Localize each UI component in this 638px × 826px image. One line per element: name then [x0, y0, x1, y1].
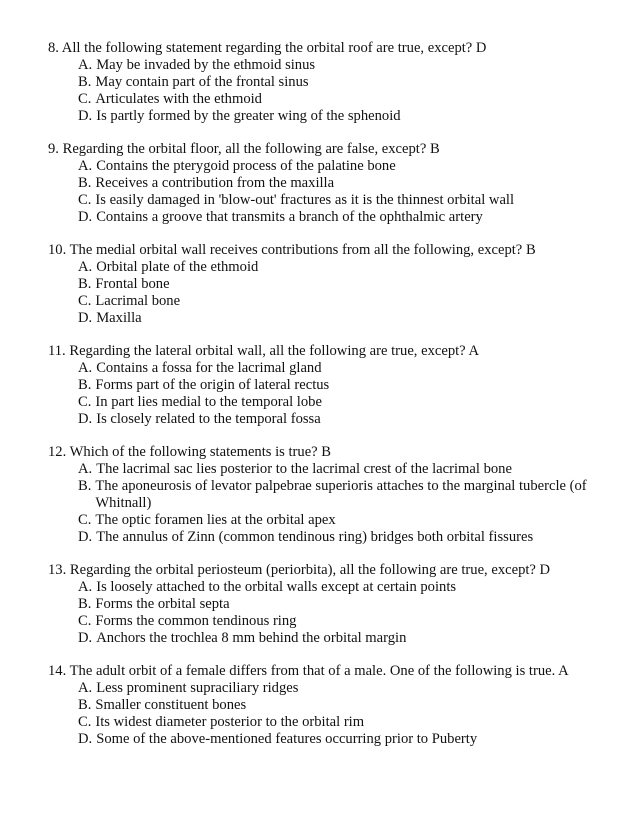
- question-11: [48, 343, 618, 428]
- question-stem: 12. Which of the following statements is true? B: [48, 444, 332, 461]
- question-9: [48, 141, 618, 226]
- option-text: Is partly formed by the greater wing of the sphenoid: [96, 107, 401, 124]
- option-item: [78, 394, 618, 411]
- option-letter: B.: [78, 275, 92, 292]
- option-text: Is closely related to the temporal fossa: [96, 410, 321, 427]
- option-item: [78, 731, 618, 748]
- option-letter: A.: [78, 680, 93, 696]
- option-text: Maxilla: [96, 309, 142, 326]
- option-letter: C.: [78, 612, 92, 629]
- option-letter: A.: [78, 360, 93, 376]
- option-letter: A.: [78, 578, 93, 595]
- option-item: [78, 192, 618, 209]
- option-item: [78, 512, 618, 529]
- option-text: Smaller constituent bones: [95, 696, 247, 713]
- option-text: Articulates with the ethmoid: [95, 90, 262, 107]
- option-letter: D.: [78, 629, 93, 646]
- option-item: [78, 209, 618, 226]
- question-10: [48, 242, 618, 327]
- option-item: [78, 680, 618, 697]
- option-item: [78, 276, 618, 293]
- option-letter: B.: [78, 595, 92, 612]
- option-item: [78, 74, 618, 91]
- option-letter: A.: [78, 56, 93, 73]
- question-stem: 11. Regarding the lateral orbital wall, all the following are true, except? A: [48, 343, 480, 360]
- option-item: [78, 697, 618, 714]
- option-item: [78, 57, 618, 74]
- option-item: [78, 613, 618, 630]
- option-item: [78, 529, 618, 546]
- option-item: [78, 259, 618, 276]
- document-page: [48, 40, 618, 764]
- option-text: Forms the orbital septa: [95, 595, 230, 612]
- option-text: Receives a contribution from the maxilla: [95, 174, 335, 191]
- option-item: [78, 579, 618, 596]
- option-text: Less prominent supraciliary ridges: [96, 680, 299, 696]
- option-item: [78, 714, 618, 731]
- option-item: [78, 630, 618, 647]
- option-letter: C.: [78, 393, 92, 410]
- option-item: [78, 91, 618, 108]
- option-text: Forms the common tendinous ring: [95, 612, 297, 629]
- option-text: Its widest diameter posterior to the orbital rim: [95, 713, 365, 730]
- option-item: [78, 478, 618, 512]
- option-item: [78, 461, 618, 478]
- option-letter: A.: [78, 258, 93, 275]
- option-item: [78, 158, 618, 175]
- option-item: [78, 293, 618, 310]
- option-letter: C.: [78, 90, 92, 107]
- option-text: Lacrimal bone: [95, 292, 181, 309]
- option-item: [78, 310, 618, 327]
- option-letter: D.: [78, 730, 93, 747]
- question-stem: 8. All the following statement regarding the orbital roof are true, except? D: [48, 40, 487, 56]
- option-text: May contain part of the frontal sinus: [95, 73, 309, 90]
- question-12: [48, 444, 618, 545]
- option-item: [78, 377, 618, 394]
- option-item: [78, 411, 618, 428]
- option-text: Forms part of the origin of lateral rectus: [95, 376, 330, 393]
- option-item: [78, 596, 618, 613]
- option-item: [78, 360, 618, 377]
- question-stem: 14. The adult orbit of a female differs from that of a male. One of the following is true. A: [48, 663, 569, 680]
- option-letter: D.: [78, 107, 93, 124]
- option-letter: D.: [78, 208, 93, 225]
- option-item: [78, 108, 618, 125]
- option-letter: B.: [78, 696, 92, 713]
- option-text: Orbital plate of the ethmoid: [96, 258, 259, 275]
- option-text: The optic foramen lies at the orbital apex: [95, 511, 336, 528]
- question-stem: 9. Regarding the orbital floor, all the following are false, except? B: [48, 141, 440, 158]
- option-text: Contains a fossa for the lacrimal gland: [96, 360, 322, 376]
- option-letter: C.: [78, 292, 92, 309]
- option-text: The lacrimal sac lies posterior to the lacrimal crest of the lacrimal bone: [96, 461, 512, 478]
- option-letter: C.: [78, 713, 92, 730]
- option-text: Frontal bone: [95, 275, 170, 292]
- option-text: The aponeurosis of levator palpebrae superioris attaches to the marginal tubercle (of Whitnall): [95, 477, 587, 511]
- option-text: Contains a groove that transmits a branch of the ophthalmic artery: [96, 208, 483, 225]
- question-stem: 13. Regarding the orbital periosteum (periorbita), all the following are true, except? D: [48, 562, 551, 579]
- option-text: Anchors the trochlea 8 mm behind the orbital margin: [96, 629, 407, 646]
- option-text: Is easily damaged in 'blow-out' fractures as it is the thinnest orbital wall: [95, 191, 515, 208]
- option-letter: B.: [78, 477, 92, 494]
- option-letter: B.: [78, 73, 92, 90]
- option-letter: D.: [78, 309, 93, 326]
- option-text: In part lies medial to the temporal lobe: [95, 393, 322, 410]
- option-text: Contains the pterygoid process of the palatine bone: [96, 157, 396, 174]
- option-letter: A.: [78, 157, 93, 174]
- option-list: [78, 57, 618, 125]
- option-letter: C.: [78, 511, 92, 528]
- option-letter: C.: [78, 191, 92, 208]
- option-list: [78, 579, 618, 647]
- option-list: [78, 360, 618, 428]
- option-list: [78, 680, 618, 748]
- question-13: [48, 562, 618, 647]
- option-letter: B.: [78, 174, 92, 191]
- option-item: [78, 175, 618, 192]
- option-text: The annulus of Zinn (common tendinous ring) bridges both orbital fissures: [96, 528, 534, 545]
- option-letter: B.: [78, 376, 92, 393]
- option-list: [78, 158, 618, 226]
- question-stem: 10. The medial orbital wall receives contributions from all the following, except? B: [48, 242, 536, 259]
- option-list: [78, 461, 618, 546]
- question-14: [48, 663, 618, 748]
- option-list: [78, 259, 618, 327]
- option-text: Is loosely attached to the orbital walls except at certain points: [96, 578, 457, 595]
- option-letter: D.: [78, 410, 93, 427]
- option-letter: D.: [78, 528, 93, 545]
- question-8: [48, 40, 618, 125]
- option-text: May be invaded by the ethmoid sinus: [96, 56, 316, 73]
- option-text: Some of the above-mentioned features occurring prior to Puberty: [96, 730, 478, 747]
- option-letter: A.: [78, 461, 93, 478]
